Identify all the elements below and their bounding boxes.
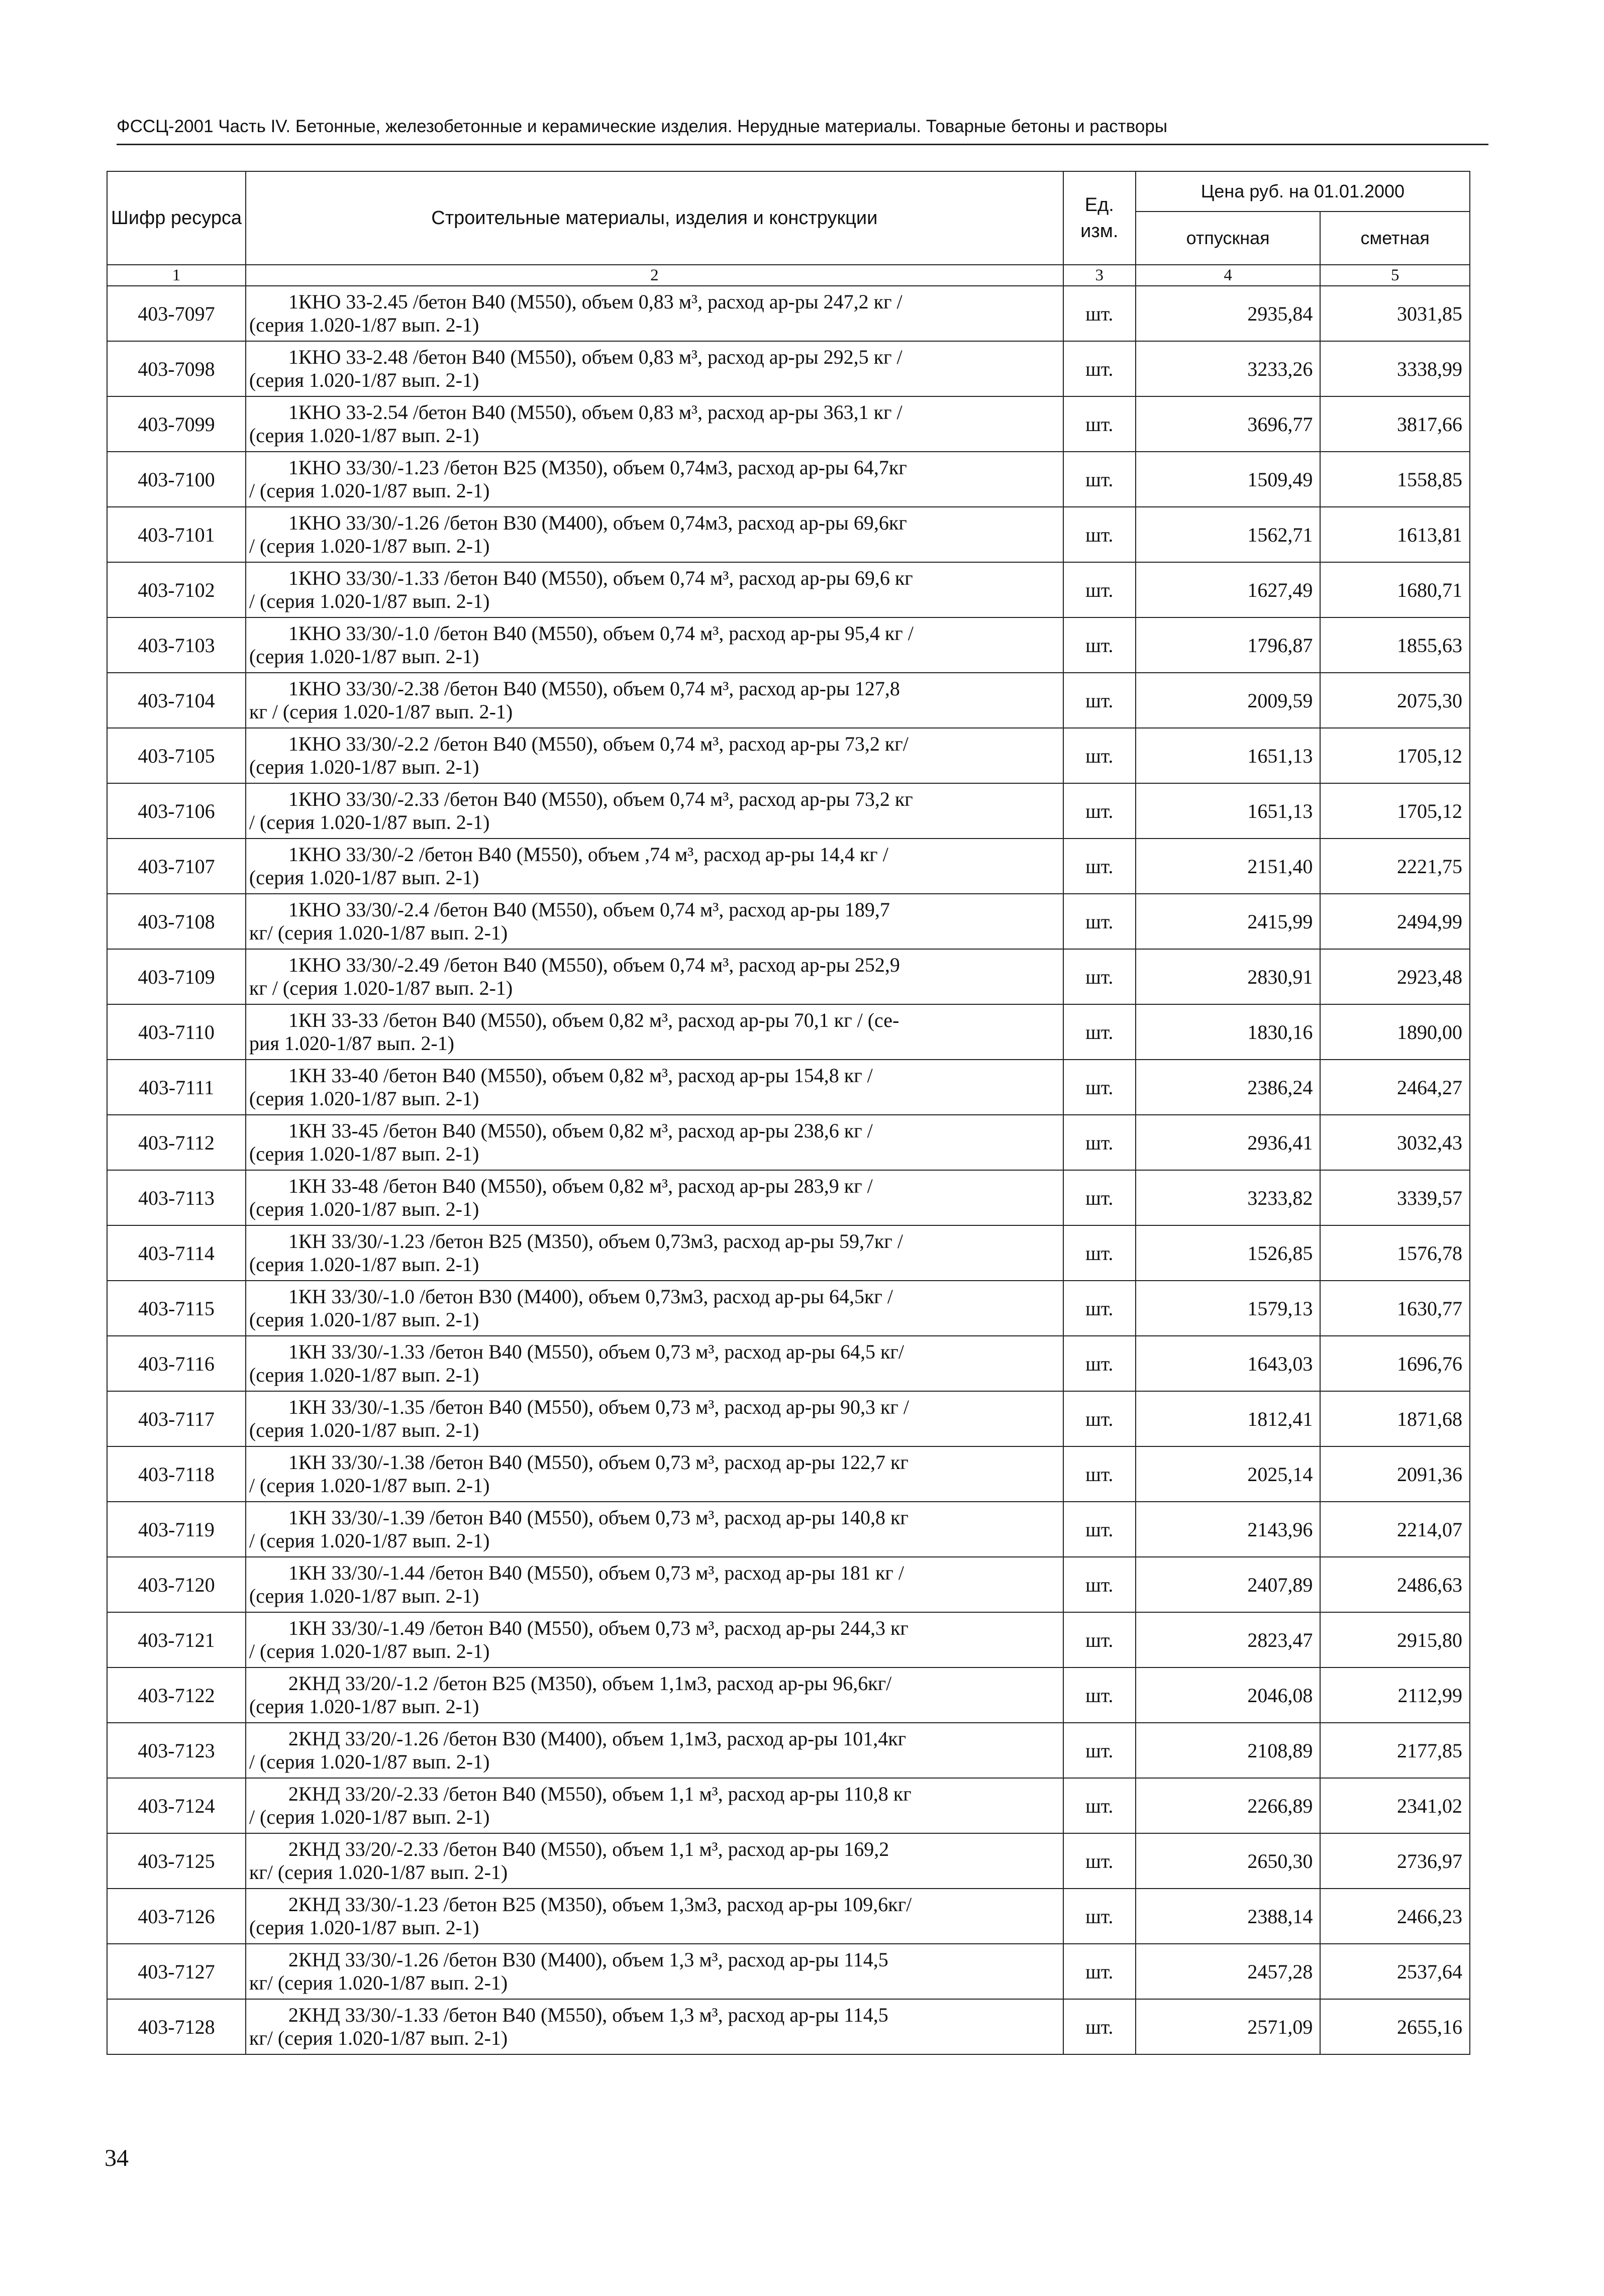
resource-code: 403-7103 <box>107 617 246 673</box>
unit: шт. <box>1063 1115 1136 1170</box>
unit: шт. <box>1063 1778 1136 1833</box>
unit: шт. <box>1063 1612 1136 1667</box>
description-line-2: / (серия 1.020-1/87 вып. 2-1) <box>249 535 490 557</box>
material-description <box>246 1060 1063 1115</box>
estimate-price: 1630,77 <box>1320 1281 1470 1336</box>
unit: шт. <box>1063 1225 1136 1281</box>
description-line-2: кг/ (серия 1.020-1/87 вып. 2-1) <box>249 1861 508 1884</box>
estimate-price: 2915,80 <box>1320 1612 1470 1667</box>
unit: шт. <box>1063 783 1136 839</box>
material-description <box>246 1612 1063 1667</box>
resource-code: 403-7101 <box>107 507 246 562</box>
estimate-price: 2486,63 <box>1320 1557 1470 1612</box>
description-line-2: / (серия 1.020-1/87 вып. 2-1) <box>249 811 490 833</box>
resource-code: 403-7117 <box>107 1391 246 1446</box>
release-price: 2108,89 <box>1136 1723 1321 1778</box>
material-description <box>246 1446 1063 1502</box>
resource-code: 403-7125 <box>107 1833 246 1889</box>
material-description <box>246 1225 1063 1281</box>
material-description <box>246 1336 1063 1391</box>
release-price: 1562,71 <box>1136 507 1321 562</box>
unit: шт. <box>1063 562 1136 617</box>
description-line-2: кг / (серия 1.020-1/87 вып. 2-1) <box>249 977 513 999</box>
release-price: 1526,85 <box>1136 1225 1321 1281</box>
material-description <box>246 286 1063 341</box>
description-line-2: / (серия 1.020-1/87 вып. 2-1) <box>249 1750 490 1773</box>
estimate-price: 2091,36 <box>1320 1446 1470 1502</box>
table-body <box>107 286 1470 2054</box>
resource-code: 403-7112 <box>107 1115 246 1170</box>
resource-code: 403-7127 <box>107 1944 246 1999</box>
release-price: 3233,26 <box>1136 341 1321 396</box>
resource-code: 403-7102 <box>107 562 246 617</box>
description-line-2: (серия 1.020-1/87 вып. 2-1) <box>249 1916 479 1939</box>
resource-code: 403-7120 <box>107 1557 246 1612</box>
estimate-price: 1890,00 <box>1320 1004 1470 1060</box>
estimate-price: 2214,07 <box>1320 1502 1470 1557</box>
description-line-2: (серия 1.020-1/87 вып. 2-1) <box>249 1308 479 1331</box>
estimate-price: 2655,16 <box>1320 1999 1470 2054</box>
estimate-price: 1696,76 <box>1320 1336 1470 1391</box>
material-description <box>246 1170 1063 1225</box>
estimate-price: 3338,99 <box>1320 341 1470 396</box>
unit: шт. <box>1063 1833 1136 1889</box>
description-line-2: (серия 1.020-1/87 вып. 2-1) <box>249 866 479 889</box>
estimate-price: 2112,99 <box>1320 1667 1470 1723</box>
table-row <box>107 1446 1470 1502</box>
description-line-2: (серия 1.020-1/87 вып. 2-1) <box>249 314 479 336</box>
table-row <box>107 1612 1470 1667</box>
release-price: 2407,89 <box>1136 1557 1321 1612</box>
material-description <box>246 1502 1063 1557</box>
release-price: 3233,82 <box>1136 1170 1321 1225</box>
description-line-2: (серия 1.020-1/87 вып. 2-1) <box>249 1585 479 1607</box>
release-price: 1651,13 <box>1136 783 1321 839</box>
description-line-1: 1КНО 33/30/-1.26 /бетон В30 (М400), объем 0,74м3, расход ар-ры 69,6кг <box>288 511 907 534</box>
material-description <box>246 1723 1063 1778</box>
release-price: 1627,49 <box>1136 562 1321 617</box>
description-line-1: 2КНД 33/20/-2.33 /бетон В40 (М550), объем 1,1 м³, расход ар-ры 169,2 <box>288 1838 889 1860</box>
description-line-2: / (серия 1.020-1/87 вып. 2-1) <box>249 1529 490 1552</box>
unit: шт. <box>1063 1889 1136 1944</box>
price-table <box>107 171 1470 2055</box>
material-description <box>246 617 1063 673</box>
resource-code: 403-7106 <box>107 783 246 839</box>
material-description <box>246 562 1063 617</box>
description-line-1: 1КН 33-40 /бетон В40 (М550), объем 0,82 м³, расход ар-ры 154,8 кг / <box>288 1064 873 1087</box>
column-number: 3 <box>1063 265 1136 286</box>
table-row <box>107 1225 1470 1281</box>
estimate-price: 2341,02 <box>1320 1778 1470 1833</box>
estimate-price: 2466,23 <box>1320 1889 1470 1944</box>
resource-code: 403-7100 <box>107 452 246 507</box>
release-price: 3696,77 <box>1136 396 1321 452</box>
unit: шт. <box>1063 1391 1136 1446</box>
column-number: 2 <box>246 265 1063 286</box>
table-row <box>107 1004 1470 1060</box>
resource-code: 403-7115 <box>107 1281 246 1336</box>
estimate-price: 1576,78 <box>1320 1225 1470 1281</box>
description-line-1: 1КНО 33/30/-2.49 /бетон В40 (М550), объем 0,74 м³, расход ар-ры 252,9 <box>288 954 900 976</box>
unit: шт. <box>1063 1281 1136 1336</box>
release-price: 2415,99 <box>1136 894 1321 949</box>
description-line-1: 1КН 33/30/-1.44 /бетон В40 (М550), объем 0,73 м³, расход ар-ры 181 кг / <box>288 1561 904 1584</box>
release-price: 2457,28 <box>1136 1944 1321 1999</box>
header-estimate-price: сметная <box>1320 212 1470 265</box>
unit: шт. <box>1063 1944 1136 1999</box>
material-description <box>246 894 1063 949</box>
unit: шт. <box>1063 1170 1136 1225</box>
release-price: 1830,16 <box>1136 1004 1321 1060</box>
material-description <box>246 1557 1063 1612</box>
header-resource-code: Шифр ресурса <box>107 171 246 265</box>
unit: шт. <box>1063 396 1136 452</box>
material-description <box>246 839 1063 894</box>
resource-code: 403-7111 <box>107 1060 246 1115</box>
description-line-2: (серия 1.020-1/87 вып. 2-1) <box>249 1695 479 1718</box>
material-description <box>246 673 1063 728</box>
material-description <box>246 1944 1063 1999</box>
description-line-1: 1КНО 33/30/-2.4 /бетон В40 (М550), объем 0,74 м³, расход ар-ры 189,7 <box>288 898 890 921</box>
unit: шт. <box>1063 894 1136 949</box>
description-line-2: (серия 1.020-1/87 вып. 2-1) <box>249 1364 479 1386</box>
description-line-2: рия 1.020-1/87 вып. 2-1) <box>249 1032 454 1055</box>
table-row <box>107 452 1470 507</box>
description-line-2: / (серия 1.020-1/87 вып. 2-1) <box>249 479 490 502</box>
release-price: 1643,03 <box>1136 1336 1321 1391</box>
resource-code: 403-7121 <box>107 1612 246 1667</box>
release-price: 2009,59 <box>1136 673 1321 728</box>
table-row <box>107 617 1470 673</box>
release-price: 1796,87 <box>1136 617 1321 673</box>
table-row <box>107 673 1470 728</box>
description-line-1: 2КНД 33/20/-1.26 /бетон В30 (М400), объем 1,1м3, расход ар-ры 101,4кг <box>288 1727 907 1750</box>
table-row <box>107 341 1470 396</box>
unit: шт. <box>1063 1004 1136 1060</box>
resource-code: 403-7118 <box>107 1446 246 1502</box>
description-line-1: 2КНД 33/20/-2.33 /бетон В40 (М550), объем 1,1 м³, расход ар-ры 110,8 кг <box>288 1783 912 1805</box>
resource-code: 403-7098 <box>107 341 246 396</box>
resource-code: 403-7110 <box>107 1004 246 1060</box>
unit: шт. <box>1063 839 1136 894</box>
header-description: Строительные материалы, изделия и конструкции <box>246 171 1063 265</box>
unit: шт. <box>1063 1336 1136 1391</box>
column-number: 5 <box>1320 265 1470 286</box>
estimate-price: 1855,63 <box>1320 617 1470 673</box>
unit: шт. <box>1063 673 1136 728</box>
table-row <box>107 728 1470 783</box>
description-line-1: 1КН 33/30/-1.39 /бетон В40 (М550), объем 0,73 м³, расход ар-ры 140,8 кг <box>288 1506 909 1529</box>
resource-code: 403-7116 <box>107 1336 246 1391</box>
unit: шт. <box>1063 949 1136 1004</box>
material-description <box>246 949 1063 1004</box>
description-line-1: 1КНО 33/30/-2.38 /бетон В40 (М550), объем 0,74 м³, расход ар-ры 127,8 <box>288 677 900 700</box>
description-line-1: 1КН 33/30/-1.49 /бетон В40 (М550), объем 0,73 м³, расход ар-ры 244,3 кг <box>288 1617 909 1639</box>
table-row <box>107 1115 1470 1170</box>
release-price: 2823,47 <box>1136 1612 1321 1667</box>
resource-code: 403-7099 <box>107 396 246 452</box>
resource-code: 403-7128 <box>107 1999 246 2054</box>
release-price: 2386,24 <box>1136 1060 1321 1115</box>
description-line-1: 1КНО 33/30/-1.23 /бетон В25 (М350), объем 0,74м3, расход ар-ры 64,7кг <box>288 456 907 479</box>
estimate-price: 2464,27 <box>1320 1060 1470 1115</box>
estimate-price: 3817,66 <box>1320 396 1470 452</box>
description-line-2: (серия 1.020-1/87 вып. 2-1) <box>249 756 479 778</box>
table-row <box>107 286 1470 341</box>
description-line-1: 2КНД 33/20/-1.2 /бетон В25 (М350), объем 1,1м3, расход ар-ры 96,6кг/ <box>288 1672 892 1695</box>
table-row <box>107 1723 1470 1778</box>
table-row <box>107 894 1470 949</box>
resource-code: 403-7126 <box>107 1889 246 1944</box>
material-description <box>246 1281 1063 1336</box>
unit: шт. <box>1063 286 1136 341</box>
estimate-price: 3339,57 <box>1320 1170 1470 1225</box>
resource-code: 403-7107 <box>107 839 246 894</box>
description-line-1: 1КН 33/30/-1.23 /бетон В25 (М350), объем 0,73м3, расход ар-ры 59,7кг / <box>288 1230 903 1253</box>
resource-code: 403-7109 <box>107 949 246 1004</box>
material-description <box>246 396 1063 452</box>
release-price: 2046,08 <box>1136 1667 1321 1723</box>
table-row <box>107 1557 1470 1612</box>
material-description <box>246 1391 1063 1446</box>
page-number: 34 <box>105 2145 129 2171</box>
release-price: 2830,91 <box>1136 949 1321 1004</box>
unit: шт. <box>1063 1723 1136 1778</box>
description-line-2: (серия 1.020-1/87 вып. 2-1) <box>249 1419 479 1441</box>
resource-code: 403-7108 <box>107 894 246 949</box>
description-line-1: 2КНД 33/30/-1.26 /бетон В30 (М400), объем 1,3 м³, расход ар-ры 114,5 <box>288 1948 888 1971</box>
table-row <box>107 507 1470 562</box>
resource-code: 403-7105 <box>107 728 246 783</box>
material-description <box>246 1999 1063 2054</box>
material-description <box>246 1004 1063 1060</box>
unit: шт. <box>1063 617 1136 673</box>
unit: шт. <box>1063 1999 1136 2054</box>
material-description <box>246 1115 1063 1170</box>
table-row <box>107 1170 1470 1225</box>
estimate-price: 1558,85 <box>1320 452 1470 507</box>
material-description <box>246 341 1063 396</box>
table-row <box>107 839 1470 894</box>
table-row <box>107 1778 1470 1833</box>
description-line-2: / (серия 1.020-1/87 вып. 2-1) <box>249 590 490 612</box>
page-header: ФССЦ-2001 Часть IV. Бетонные, железобетонные и керамические изделия. Нерудные материалы. Товарные бетоны и растворы <box>117 117 1488 145</box>
material-description <box>246 783 1063 839</box>
description-line-2: (серия 1.020-1/87 вып. 2-1) <box>249 1142 479 1165</box>
estimate-price: 2494,99 <box>1320 894 1470 949</box>
material-description <box>246 1889 1063 1944</box>
column-number-row <box>107 265 1470 286</box>
description-line-2: кг/ (серия 1.020-1/87 вып. 2-1) <box>249 2027 508 2049</box>
estimate-price: 2537,64 <box>1320 1944 1470 1999</box>
release-price: 1579,13 <box>1136 1281 1321 1336</box>
description-line-2: / (серия 1.020-1/87 вып. 2-1) <box>249 1640 490 1662</box>
table-row <box>107 1502 1470 1557</box>
estimate-price: 2923,48 <box>1320 949 1470 1004</box>
resource-code: 403-7119 <box>107 1502 246 1557</box>
estimate-price: 3032,43 <box>1320 1115 1470 1170</box>
table-row <box>107 1833 1470 1889</box>
unit: шт. <box>1063 1060 1136 1115</box>
release-price: 2571,09 <box>1136 1999 1321 2054</box>
unit: шт. <box>1063 452 1136 507</box>
resource-code: 403-7097 <box>107 286 246 341</box>
description-line-1: 1КНО 33-2.45 /бетон В40 (М550), объем 0,83 м³, расход ар-ры 247,2 кг / <box>288 290 903 313</box>
release-price: 1651,13 <box>1136 728 1321 783</box>
release-price: 1812,41 <box>1136 1391 1321 1446</box>
header-release-price: отпускная <box>1136 212 1321 265</box>
column-number: 4 <box>1136 265 1321 286</box>
description-line-1: 1КНО 33/30/-2.33 /бетон В40 (М550), объем 0,74 м³, расход ар-ры 73,2 кг <box>288 788 913 810</box>
description-line-2: кг/ (серия 1.020-1/87 вып. 2-1) <box>249 1971 508 1994</box>
unit: шт. <box>1063 1502 1136 1557</box>
description-line-2: (серия 1.020-1/87 вып. 2-1) <box>249 1253 479 1276</box>
unit: шт. <box>1063 1446 1136 1502</box>
description-line-2: (серия 1.020-1/87 вып. 2-1) <box>249 1198 479 1220</box>
material-description <box>246 507 1063 562</box>
material-description <box>246 1778 1063 1833</box>
description-line-1: 1КНО 33-2.48 /бетон В40 (М550), объем 0,83 м³, расход ар-ры 292,5 кг / <box>288 346 903 368</box>
release-price: 2025,14 <box>1136 1446 1321 1502</box>
description-line-2: (серия 1.020-1/87 вып. 2-1) <box>249 369 479 391</box>
table-row <box>107 1391 1470 1446</box>
resource-code: 403-7113 <box>107 1170 246 1225</box>
table-row <box>107 1336 1470 1391</box>
release-price: 2388,14 <box>1136 1889 1321 1944</box>
description-line-1: 1КН 33-48 /бетон В40 (М550), объем 0,82 м³, расход ар-ры 283,9 кг / <box>288 1175 873 1197</box>
description-line-2: кг / (серия 1.020-1/87 вып. 2-1) <box>249 700 513 723</box>
description-line-2: кг/ (серия 1.020-1/87 вып. 2-1) <box>249 921 508 944</box>
estimate-price: 2075,30 <box>1320 673 1470 728</box>
table-row <box>107 949 1470 1004</box>
estimate-price: 2221,75 <box>1320 839 1470 894</box>
estimate-price: 1680,71 <box>1320 562 1470 617</box>
material-description <box>246 452 1063 507</box>
description-line-2: / (серия 1.020-1/87 вып. 2-1) <box>249 1474 490 1497</box>
description-line-1: 1КН 33-33 /бетон В40 (М550), объем 0,82 м³, расход ар-ры 70,1 кг / (се- <box>288 1009 899 1031</box>
resource-code: 403-7114 <box>107 1225 246 1281</box>
description-line-2: / (серия 1.020-1/87 вып. 2-1) <box>249 1806 490 1828</box>
release-price: 2935,84 <box>1136 286 1321 341</box>
description-line-1: 1КН 33/30/-1.35 /бетон В40 (М550), объем 0,73 м³, расход ар-ры 90,3 кг / <box>288 1396 909 1418</box>
column-number: 1 <box>107 265 246 286</box>
release-price: 2151,40 <box>1136 839 1321 894</box>
estimate-price: 1871,68 <box>1320 1391 1470 1446</box>
description-line-1: 1КН 33/30/-1.0 /бетон В30 (М400), объем 0,73м3, расход ар-ры 64,5кг / <box>288 1285 893 1308</box>
material-description <box>246 728 1063 783</box>
resource-code: 403-7123 <box>107 1723 246 1778</box>
description-line-1: 1КНО 33/30/-2.2 /бетон В40 (М550), объем 0,74 м³, расход ар-ры 73,2 кг/ <box>288 733 909 755</box>
description-line-1: 2КНД 33/30/-1.23 /бетон В25 (М350), объем 1,3м3, расход ар-ры 109,6кг/ <box>288 1893 912 1916</box>
unit: шт. <box>1063 1557 1136 1612</box>
header-price: Цена руб. на 01.01.2000 <box>1136 171 1470 212</box>
description-line-1: 1КНО 33/30/-1.0 /бетон В40 (М550), объем 0,74 м³, расход ар-ры 95,4 кг / <box>288 622 914 645</box>
table-row <box>107 396 1470 452</box>
estimate-price: 2736,97 <box>1320 1833 1470 1889</box>
unit: шт. <box>1063 507 1136 562</box>
unit: шт. <box>1063 341 1136 396</box>
table-row <box>107 783 1470 839</box>
estimate-price: 1613,81 <box>1320 507 1470 562</box>
unit: шт. <box>1063 728 1136 783</box>
table-row <box>107 1060 1470 1115</box>
resource-code: 403-7104 <box>107 673 246 728</box>
release-price: 1509,49 <box>1136 452 1321 507</box>
table-row <box>107 1999 1470 2054</box>
table-row <box>107 1944 1470 1999</box>
description-line-2: (серия 1.020-1/87 вып. 2-1) <box>249 645 479 668</box>
release-price: 2650,30 <box>1136 1833 1321 1889</box>
description-line-1: 1КНО 33/30/-2 /бетон В40 (М550), объем ,74 м³, расход ар-ры 14,4 кг / <box>288 843 888 866</box>
description-line-1: 2КНД 33/30/-1.33 /бетон В40 (М550), объем 1,3 м³, расход ар-ры 114,5 <box>288 2004 888 2026</box>
release-price: 2143,96 <box>1136 1502 1321 1557</box>
description-line-1: 1КНО 33/30/-1.33 /бетон В40 (М550), объем 0,74 м³, расход ар-ры 69,6 кг <box>288 567 913 589</box>
release-price: 2936,41 <box>1136 1115 1321 1170</box>
estimate-price: 2177,85 <box>1320 1723 1470 1778</box>
table-row <box>107 1889 1470 1944</box>
estimate-price: 3031,85 <box>1320 286 1470 341</box>
estimate-price: 1705,12 <box>1320 728 1470 783</box>
table-row <box>107 1667 1470 1723</box>
release-price: 2266,89 <box>1136 1778 1321 1833</box>
table-row <box>107 1281 1470 1336</box>
table-row <box>107 562 1470 617</box>
material-description <box>246 1667 1063 1723</box>
description-line-1: 1КН 33/30/-1.38 /бетон В40 (М550), объем 0,73 м³, расход ар-ры 122,7 кг <box>288 1451 909 1474</box>
resource-code: 403-7122 <box>107 1667 246 1723</box>
description-line-1: 1КН 33-45 /бетон В40 (М550), объем 0,82 м³, расход ар-ры 238,6 кг / <box>288 1119 873 1142</box>
estimate-price: 1705,12 <box>1320 783 1470 839</box>
header-unit: Ед. изм. <box>1063 171 1136 265</box>
description-line-1: 1КНО 33-2.54 /бетон В40 (М550), объем 0,83 м³, расход ар-ры 363,1 кг / <box>288 401 903 424</box>
description-line-2: (серия 1.020-1/87 вып. 2-1) <box>249 424 479 447</box>
description-line-1: 1КН 33/30/-1.33 /бетон В40 (М550), объем 0,73 м³, расход ар-ры 64,5 кг/ <box>288 1340 904 1363</box>
unit: шт. <box>1063 1667 1136 1723</box>
material-description <box>246 1833 1063 1889</box>
resource-code: 403-7124 <box>107 1778 246 1833</box>
description-line-2: (серия 1.020-1/87 вып. 2-1) <box>249 1087 479 1110</box>
